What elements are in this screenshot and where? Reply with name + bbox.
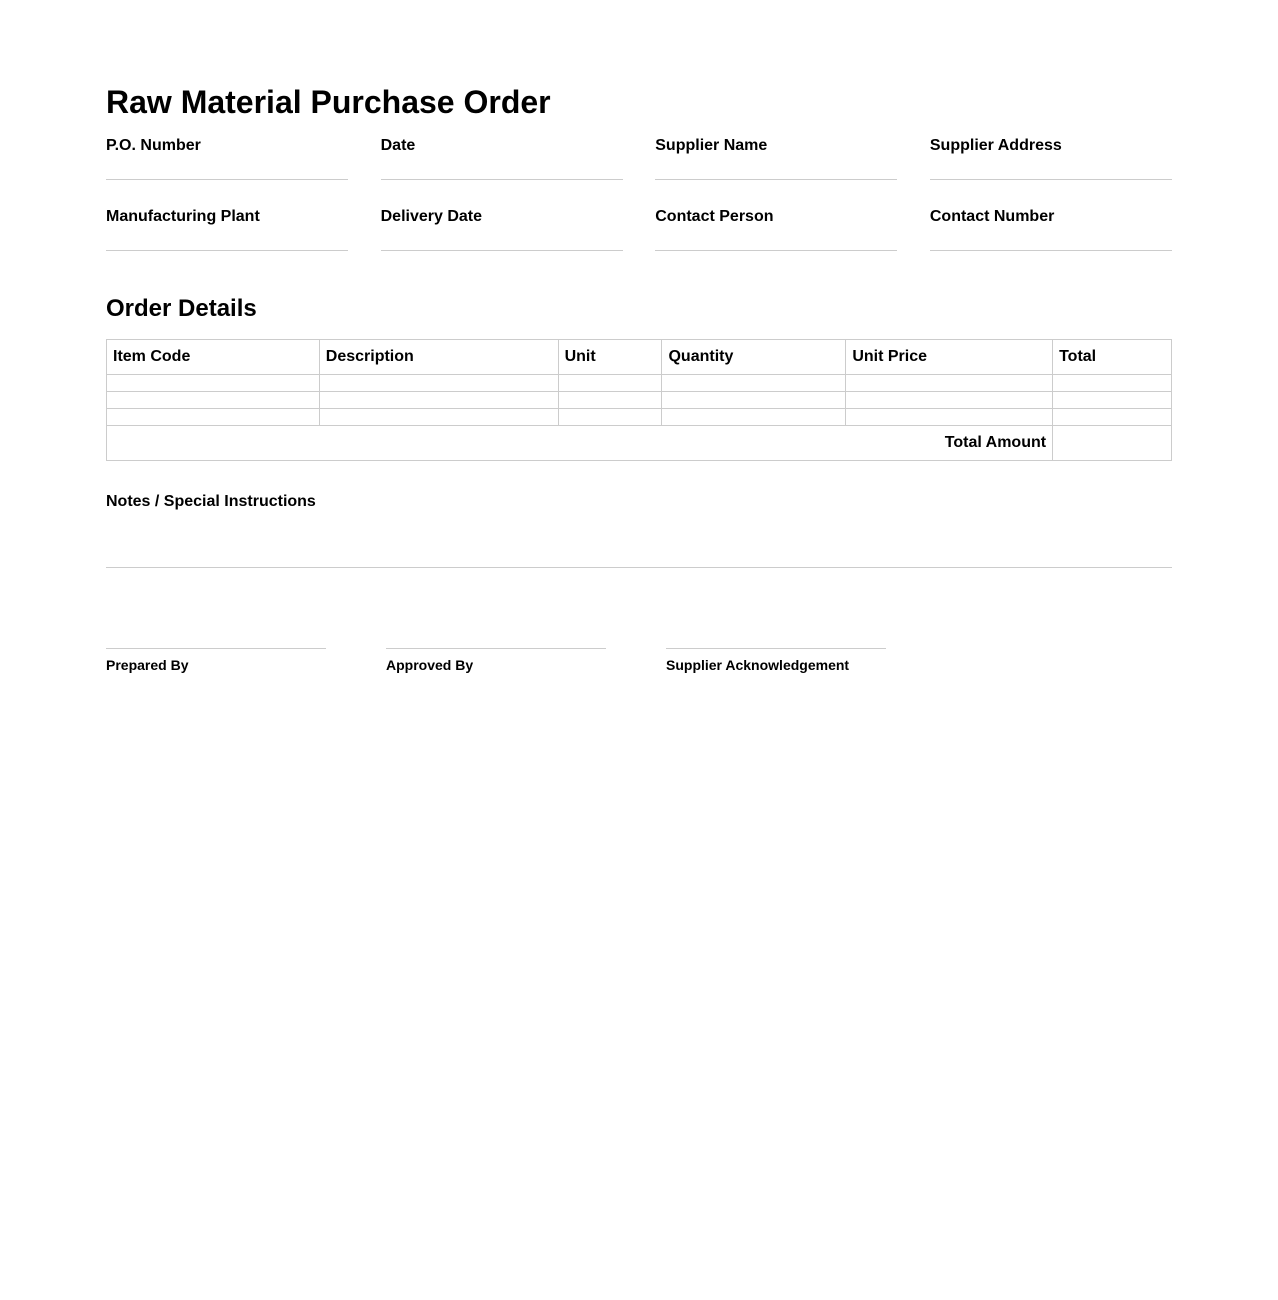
field-delivery-date[interactable] bbox=[381, 201, 623, 272]
cell-unit[interactable] bbox=[558, 392, 662, 409]
signature-supplier-acknowledgement[interactable] bbox=[666, 648, 886, 673]
field-input-line[interactable] bbox=[655, 179, 897, 180]
field-input-line[interactable] bbox=[106, 179, 348, 180]
signature-label: Prepared By bbox=[106, 657, 189, 673]
column-header-description: Description bbox=[319, 340, 558, 375]
cell-quantity[interactable] bbox=[662, 409, 846, 426]
cell-item-code[interactable] bbox=[107, 392, 320, 409]
cell-total[interactable] bbox=[1053, 409, 1172, 426]
field-label: Contact Person bbox=[655, 208, 774, 225]
field-input-line[interactable] bbox=[930, 250, 1172, 251]
cell-item-code[interactable] bbox=[107, 409, 320, 426]
column-header-unit-price: Unit Price bbox=[846, 340, 1053, 375]
column-header-unit: Unit bbox=[558, 340, 662, 375]
total-amount-label: Total Amount bbox=[107, 426, 1053, 461]
field-input-line[interactable] bbox=[381, 179, 623, 180]
cell-description[interactable] bbox=[319, 409, 558, 426]
signature-prepared-by[interactable] bbox=[106, 648, 326, 673]
signature-approved-by[interactable] bbox=[386, 648, 606, 673]
field-input-line[interactable] bbox=[381, 250, 623, 251]
cell-item-code[interactable] bbox=[107, 375, 320, 392]
cell-quantity[interactable] bbox=[662, 392, 846, 409]
field-label: Date bbox=[380, 137, 416, 154]
order-details-table bbox=[106, 339, 1172, 461]
field-po-number[interactable] bbox=[106, 130, 348, 201]
cell-unit-price[interactable] bbox=[846, 392, 1053, 409]
field-contact-person[interactable] bbox=[655, 201, 897, 272]
field-label: P.O. Number bbox=[106, 137, 201, 154]
column-header-item-code: Item Code bbox=[107, 340, 320, 375]
cell-unit[interactable] bbox=[558, 375, 662, 392]
field-label: Supplier Name bbox=[655, 137, 768, 154]
field-label: Delivery Date bbox=[380, 208, 483, 225]
table-row bbox=[107, 375, 1172, 392]
field-label: Contact Number bbox=[929, 208, 1055, 225]
field-supplier-name[interactable] bbox=[655, 130, 897, 201]
total-amount-value[interactable] bbox=[1053, 426, 1172, 461]
signature-section bbox=[106, 648, 1172, 673]
table-row bbox=[107, 409, 1172, 426]
field-supplier-address[interactable] bbox=[930, 130, 1172, 201]
table-row bbox=[107, 392, 1172, 409]
notes-label: Notes / Special Instructions bbox=[106, 493, 316, 510]
cell-unit-price[interactable] bbox=[846, 375, 1053, 392]
column-header-quantity: Quantity bbox=[662, 340, 846, 375]
cell-unit[interactable] bbox=[558, 409, 662, 426]
page-title: Raw Material Purchase Order bbox=[106, 84, 551, 120]
signature-label: Approved By bbox=[386, 657, 474, 673]
notes-input-area[interactable] bbox=[106, 511, 1172, 568]
table-header-row bbox=[107, 340, 1172, 375]
signature-label: Supplier Acknowledgement bbox=[666, 657, 850, 673]
field-input-line[interactable] bbox=[930, 179, 1172, 180]
total-amount-row bbox=[107, 426, 1172, 461]
cell-description[interactable] bbox=[319, 392, 558, 409]
header-fields bbox=[106, 130, 1172, 272]
cell-total[interactable] bbox=[1053, 392, 1172, 409]
column-header-total: Total bbox=[1053, 340, 1172, 375]
field-label: Manufacturing Plant bbox=[106, 208, 260, 225]
field-date[interactable] bbox=[381, 130, 623, 201]
cell-unit-price[interactable] bbox=[846, 409, 1053, 426]
field-label: Supplier Address bbox=[929, 137, 1062, 154]
purchase-order-document bbox=[106, 80, 1172, 673]
field-input-line[interactable] bbox=[106, 250, 348, 251]
field-manufacturing-plant[interactable] bbox=[106, 201, 348, 272]
field-contact-number[interactable] bbox=[930, 201, 1172, 272]
cell-description[interactable] bbox=[319, 375, 558, 392]
cell-quantity[interactable] bbox=[662, 375, 846, 392]
field-input-line[interactable] bbox=[655, 250, 897, 251]
order-details-heading: Order Details bbox=[106, 295, 257, 322]
cell-total[interactable] bbox=[1053, 375, 1172, 392]
